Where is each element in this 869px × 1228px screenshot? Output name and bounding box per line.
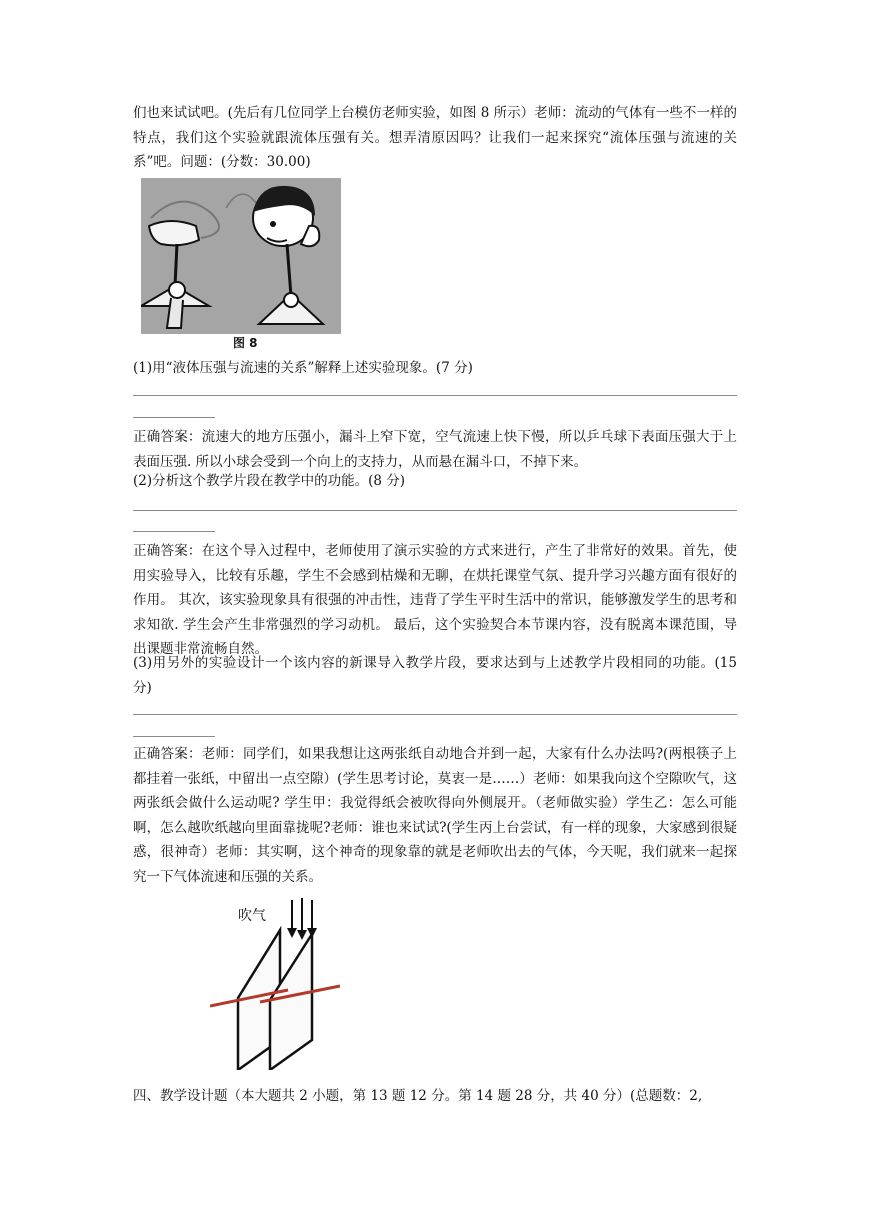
question-3: (3)用另外的实验设计一个该内容的新课导入教学片段，要求达到与上述教学片段相同的功能。(15 分)	[133, 655, 737, 696]
answer-2: 正确答案：在这个导入过程中，老师使用了演示实验的方式来进行，产生了非常好的效果。首先，使用实验导入，比较有乐趣，学生不会感到枯燥和无聊，在烘托课堂气氛、提升学习兴趣方面有很好的作用。 其次，该实验现象具有很强的冲击性，违背了学生平时生活中的常识，能够激发学生的思考和求知欲. 学生会产生非常强烈的学习动机。 最后，这个实验契合本节课内容，没有脱离本课范围，导出课题非常流畅自然。	[133, 543, 737, 657]
answer-line	[133, 395, 737, 396]
question-1: (1)用“液体压强与流速的关系”解释上述实验现象。(7 分)	[133, 360, 473, 376]
answer-short-line	[133, 531, 215, 532]
answer-1: 正确答案：流速大的地方压强小，漏斗上窄下宽，空气流速上快下慢，所以乒乓球下表面压强大于上表面压强. 所以小球会受到一个向上的支持力，从而悬在漏斗口，不掉下来。	[133, 429, 737, 470]
figure-8-caption: 图 8	[233, 336, 258, 350]
answer-3: 正确答案：老师：同学们，如果我想让这两张纸自动地合并到一起，大家有什么办法吗?(两根筷子上都挂着一张纸，中留出一点空隙）(学生思考讨论，莫衷一是……）老师：如果我向这个空隙吹气，这两张纸会做什么运动呢? 学生甲：我觉得纸会被吹得向外侧展开。（老师做实验）学生乙：怎么可能啊，怎么越吹纸越向里面靠拢呢?老师：谁也来试试?(学生丙上台尝试，有一样的现象，大家感到很疑惑，很神奇）老师：其实啊，这个神奇的现象靠的就是老师吹出去的气体，今天呢，我们就来一起探究一下气体流速和压强的关系。	[133, 746, 737, 885]
answer-short-line	[133, 736, 215, 737]
paper-blow-figure	[210, 890, 410, 1070]
blow-label: 吹气	[238, 908, 266, 924]
section-4-heading: 四、教学设计题（本大题共 2 小题，第 13 题 12 分。第 14 题 28 分，共 40 分）(总题数：2,	[133, 1088, 703, 1104]
intro-paragraph: 们也来试试吧。(先后有几位同学上台模仿老师实验，如图 8 所示）老师：流动的气体有一些不一样的特点，我们这个实验就跟流体压强有关。想弄清原因吗？让我们一起来探究“流体压强与流速的关系”吧。问题：(分数：30.00)	[133, 105, 737, 170]
answer-line	[133, 714, 737, 715]
answer-line	[133, 510, 737, 511]
question-2: (2)分析这个教学片段在教学中的功能。(8 分)	[133, 473, 406, 489]
figure-8	[141, 178, 341, 350]
answer-short-line	[133, 417, 215, 418]
paper-blow-illustration	[210, 890, 410, 1070]
funnel-experiment-illustration	[141, 178, 341, 350]
